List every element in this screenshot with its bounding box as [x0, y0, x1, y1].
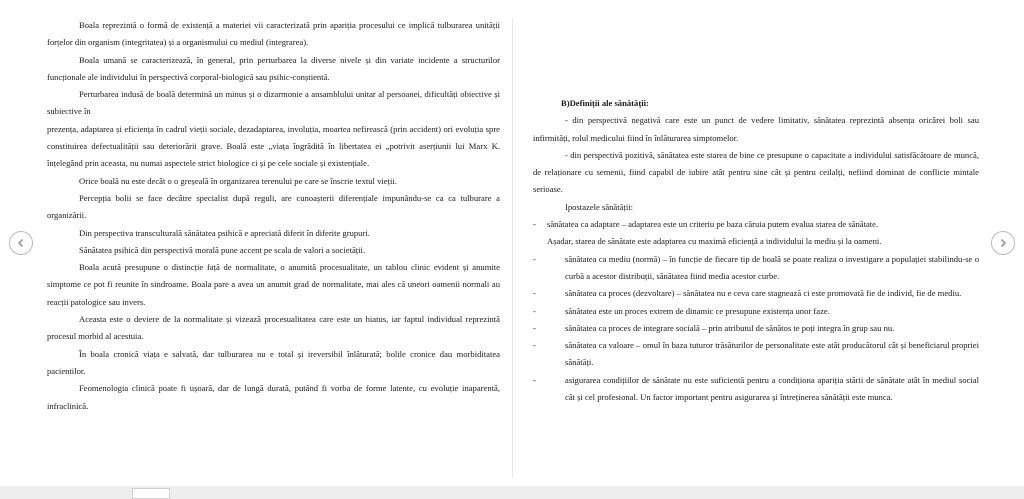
paragraph: - din perspectivă pozitivă, sănătatea este starea de bine ce presupune o capacitate a individului satisfăcătoare de muncă, de relaționare cu semenii, fiind capabil de iubire atât pentru sine cât și pentru ceilalți, nefiind dominat de conflicte mintale serioase.: [533, 149, 979, 195]
page-number-input[interactable]: [132, 488, 170, 499]
previous-page-button[interactable]: [9, 231, 33, 255]
paragraph: Boala umană se caracterizează, în general, prin perturbarea la diverse nivele și din variate incidente a structurilor funcționale ale individului în perspectivă corporal-biologică sau psihic-conștientă.: [47, 54, 500, 82]
dash-bullet: -: [533, 374, 536, 385]
chevron-right-icon: [998, 238, 1008, 248]
list-item-continuation: Așadar, starea de sănătate este adaptarea cu maximă eficiență a individului la mediu și la oameni.: [547, 236, 882, 247]
list-item: - sănătatea ca valoare – omul în baza tuturor trăsăturilor de personalitate este atât producătorul cât și beneficiarul propriei sănătăți.: [533, 337, 979, 372]
left-page: [40, 0, 510, 478]
dash-bullet: -: [533, 340, 536, 351]
left-page-text: [47, 17, 500, 415]
paragraph: Orice boală nu este decât o o greșeală în organizarea terenului pe care se înscrie textul vieții.: [79, 175, 397, 186]
paragraph: Perturbarea indusă de boală determină un minus și o dizarmonie a ansamblului unitar al persoanei, dificultăți obiective și subiective în: [47, 89, 500, 117]
next-page-button[interactable]: [991, 231, 1015, 255]
list-item: - asigurarea condițiilor de sănătate nu este suficientă pentru a condiționa apariția stării de sănătate atât în mediul social cât și cel profesional. Un factor important pentru asigurarea și întreținerea sănătății este munca.: [533, 372, 979, 407]
list-item: - sănătatea este un proces extrem de dinamic ce presupune existența unor faze.: [533, 303, 979, 320]
paragraph: Aceasta este o deviere de la normalitate și vizează procesualitatea care este un hiatus, iar faptul individual reprezintă procesul morbid al acestuia.: [47, 314, 500, 342]
right-page: [516, 0, 986, 478]
list-item: - sănătatea ca mediu (normă) – în funcție de fiecare tip de boală se poate realiza o investigare a populației stabilindu-se o curbă a acestor distribuții, sănătatea fiind media acestor curbe.: [533, 251, 979, 286]
paragraph: prezența, adaptarea și eficiența în cadrul vieții sociale, dezadaptarea, involuția, moartea nefirească (prin accident) ori evoluția spre constituirea defectualității sau deteriorării grave. Boală este „viața îngrădită în libertatea ei „potrivit aserțiunii lui Marx K. înțelegând prin aceasta, nu numai aspectele strict biologice ci și pe cele sociale și existențiale.: [47, 123, 500, 169]
page-divider: [512, 18, 513, 478]
dash-bullet: -: [533, 253, 536, 264]
right-page-text: [533, 95, 979, 406]
list-item: - sănătatea ca proces de integrare socială – prin atributul de sănătos te poți integra în grup sau nu.: [533, 320, 979, 337]
list-item: - sănătatea ca proces (dezvoltare) – sănătatea nu e ceva care stagnează ci este promovată fie de individ, fie de mediu.: [533, 285, 979, 302]
paragraph: În boala cronică viața e salvată, dar tulburarea nu e total și ireversibil înlăturată; bolile cronice dau morbiditatea pacientilor.: [47, 348, 500, 376]
section-heading: B)Definiții ale sănătății:: [561, 98, 649, 108]
paragraph: Percepția bolii se face decâtre specialist după reguli, are cunoașterii diferențiale impunându-se ca ca tulburare a organizării.: [47, 192, 500, 221]
paragraph: Feomenologia clinică poate fi ușoară, dar de lungă durată, putând fi vorba de forme latente, cu evoluție inaparentă, infraclinică.: [47, 383, 500, 411]
paragraph: Din perspectiva transculturală sănătatea psihică e apreciată diferit în diferite grupuri.: [79, 227, 370, 238]
paragraph: Boala acută presupune o distincție față de normalitate, o anumită procesualitate, un tablou clinic evident și anumite simptome ce pot fi reunite în sindroame. Boala pare a avea un anumit grad de normalitate, mai ales că uneori oamenii normali au reacții patologice sau invers.: [47, 262, 500, 307]
paragraph: - din perspectivă negativă care este un punct de vedere limitativ, sănătatea reprezintă absența oricărei boli sau infirmități, rolul medicului fiind în înlăturarea simptomelor.: [533, 115, 979, 143]
dash-bullet: -: [533, 322, 536, 333]
list-item: - sănătatea ca adaptare – adaptarea este un criteriu pe baza căruia putem evalua starea de sănătate.: [533, 216, 979, 233]
dash-bullet: -: [533, 288, 536, 299]
paragraph: Boala reprezintă o formă de existență a materiei vii caracterizată prin apariția procesului ce implică tulburarea unității forțelor din organism (integritatea) și a organismului cu mediul (integrarea).: [47, 20, 500, 48]
dash-bullet: -: [533, 219, 536, 230]
dash-bullet: -: [533, 305, 536, 316]
paragraph: Ipostazele sănătății:: [565, 201, 634, 212]
chevron-left-icon: [16, 238, 26, 248]
paragraph: Sănătatea psihică din perspectivă morală pune accent pe scala de valori a societății.: [79, 244, 366, 255]
